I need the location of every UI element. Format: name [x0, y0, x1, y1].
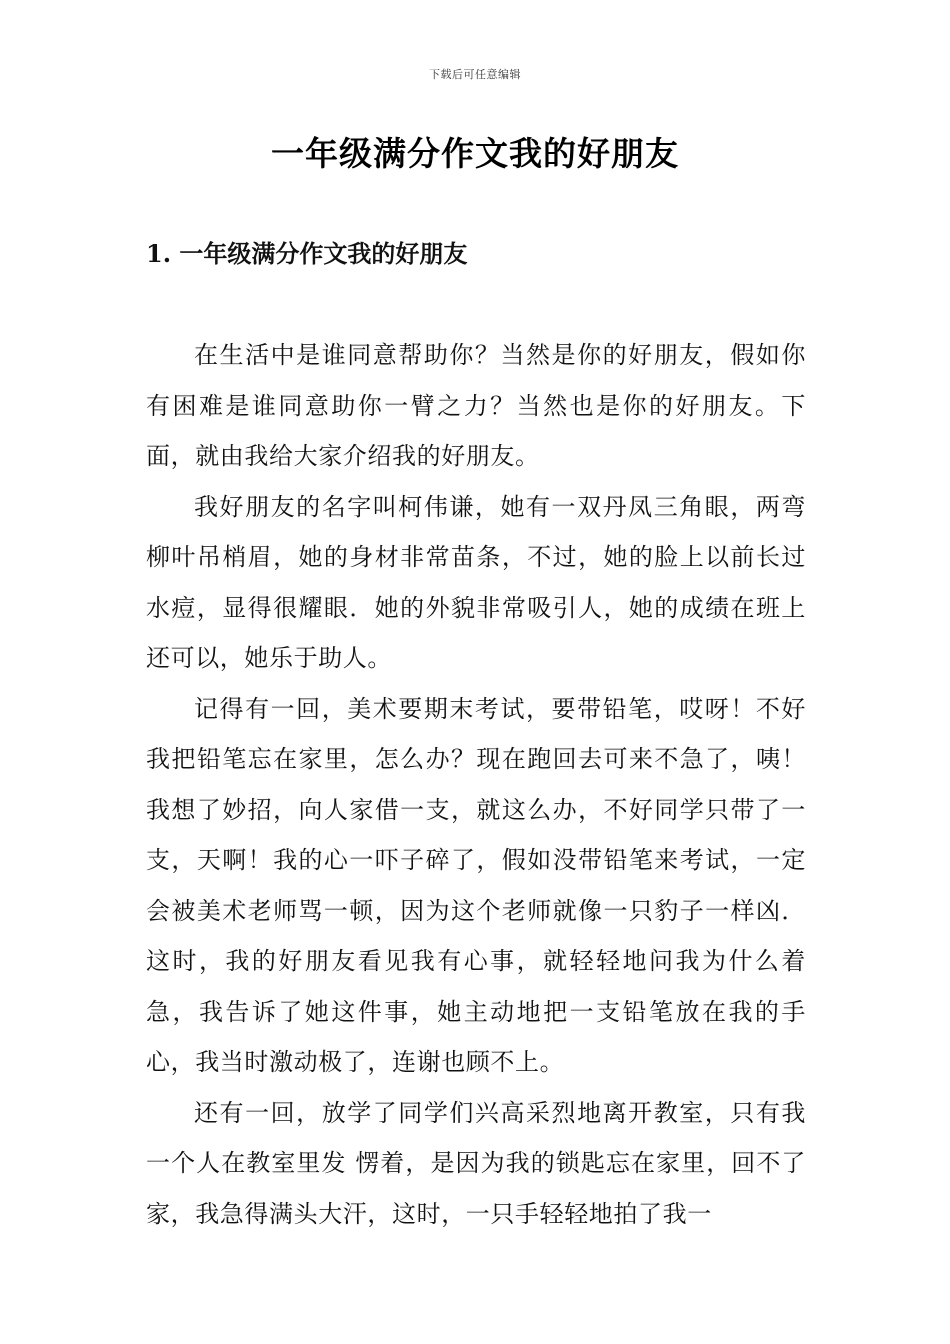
- paragraph: 在生活中是谁同意帮助你？当然是你的好朋友，假如你有困难是谁同意助你一臂之力？当然也是你的好朋友。下面，就由我给大家介绍我的好朋友。: [146, 341, 806, 470]
- section-heading: 1. 一年级满分作文我的好朋友: [146, 239, 468, 268]
- paragraph: 记得有一回，美术要期末考试，要带铅笔，哎呀！不好我把铅笔忘在家里，怎么办？现在跑回去可来不急了，咦！我想了妙招，向人家借一支，就这么办，不好同学只带了一支，天啊！我的心一吓子碎了，假如没带铅笔来考试，一定会被美术老师骂一顿，因为这个老师就像一只豹子一样凶．这时，我的好朋友看见我有心事，就轻轻地问我为什么着急，我告诉了她这件事，她主动地把一支铅笔放在我的手心，我当时激动极了，连谢也顾不上。: [146, 694, 806, 1076]
- paragraph: 我好朋友的名字叫柯伟谦，她有一双丹凤三角眼，两弯柳叶吊梢眉，她的身材非常苗条，不过，她的脸上以前长过水痘，显得很耀眼．她的外貌非常吸引人，她的成绩在班上还可以，她乐于助人。: [146, 492, 806, 672]
- body-text: [146, 330, 806, 1239]
- header-note: 下载后可任意编辑: [429, 68, 521, 81]
- paragraph: 还有一回，放学了同学们兴高采烈地离开教室，只有我一个人在教室里发 愣着，是因为我的锁匙忘在家里，回不了家，我急得满头大汗，这时，一只手轻轻地拍了我一: [146, 1098, 806, 1228]
- document-title: 一年级满分作文我的好朋友: [271, 134, 679, 173]
